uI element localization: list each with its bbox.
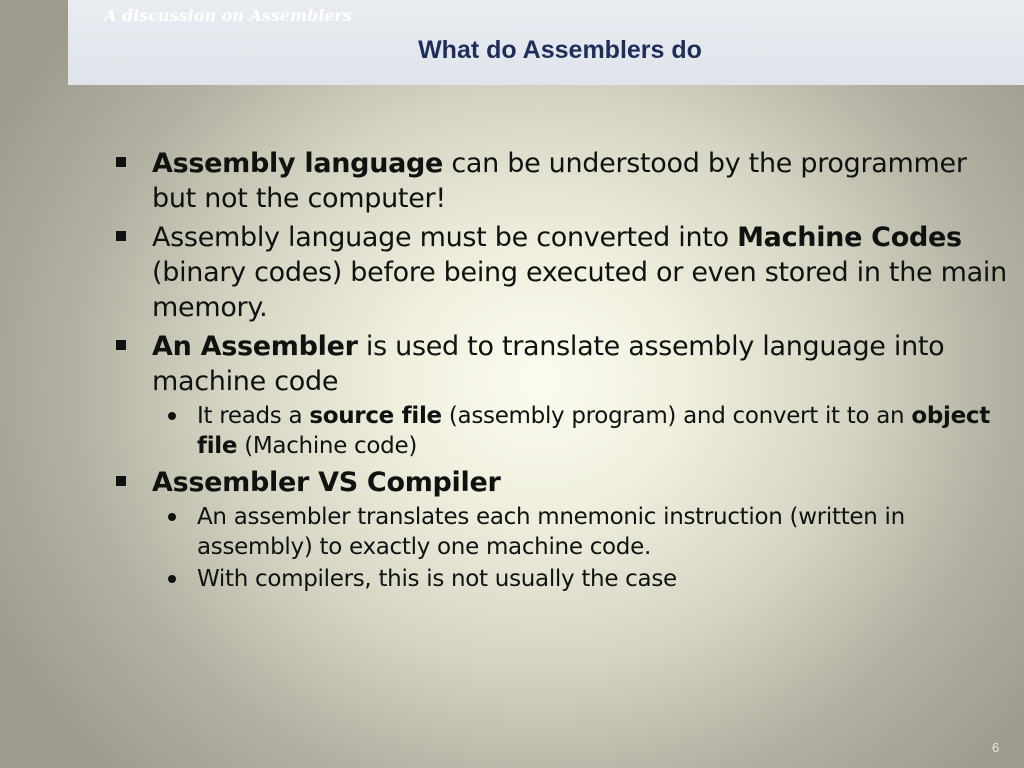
header-subtitle: A discussion on Assemblers — [104, 6, 352, 25]
bullet-text: can be understood by the programmer but not the computer! — [152, 148, 967, 214]
square-bullet-icon — [116, 157, 126, 167]
bullet-text: (binary codes) before being executed or even stored in the main memory. — [152, 257, 1007, 323]
bullet-item — [110, 465, 1015, 500]
bullet-text-bold: Assembly language — [152, 148, 444, 179]
sub-bullet-item — [110, 401, 1015, 461]
bullet-text-bold: Machine Codes — [737, 222, 962, 253]
sub-bullet-text: An assembler translates each mnemonic instruction (written in assembly) to exactly one machine code. — [197, 504, 905, 560]
sub-bullet-item — [110, 502, 1015, 562]
sub-bullet-text-bold: object file — [197, 403, 990, 459]
slide-title: What do Assemblers do — [418, 36, 702, 64]
round-bullet-icon — [168, 575, 176, 583]
bullet-list — [110, 146, 1015, 596]
bullet-text: Assembly language must be converted into — [152, 222, 738, 253]
bullet-item — [110, 329, 1015, 399]
bullet-item — [110, 220, 1015, 325]
sub-bullet-item — [110, 564, 1015, 594]
sub-bullet-text: It reads a — [197, 403, 310, 429]
sub-bullet-text: With compilers, this is not usually the case — [197, 566, 677, 592]
square-bullet-icon — [116, 340, 126, 350]
round-bullet-icon — [168, 513, 176, 521]
bullet-text-bold: Assembler VS Compiler — [152, 467, 501, 498]
bullet-text-bold: An Assembler — [152, 331, 358, 362]
page-number: 6 — [992, 740, 1000, 755]
square-bullet-icon — [116, 476, 126, 486]
sub-bullet-text: (assembly program) and convert it to an — [441, 403, 912, 429]
sub-bullet-text: (Machine code) — [237, 433, 418, 459]
square-bullet-icon — [116, 231, 126, 241]
round-bullet-icon — [168, 412, 176, 420]
bullet-text: is used to translate assembly language into machine code — [152, 331, 945, 397]
bullet-item — [110, 146, 1015, 216]
sub-bullet-text-bold: source file — [309, 403, 442, 429]
